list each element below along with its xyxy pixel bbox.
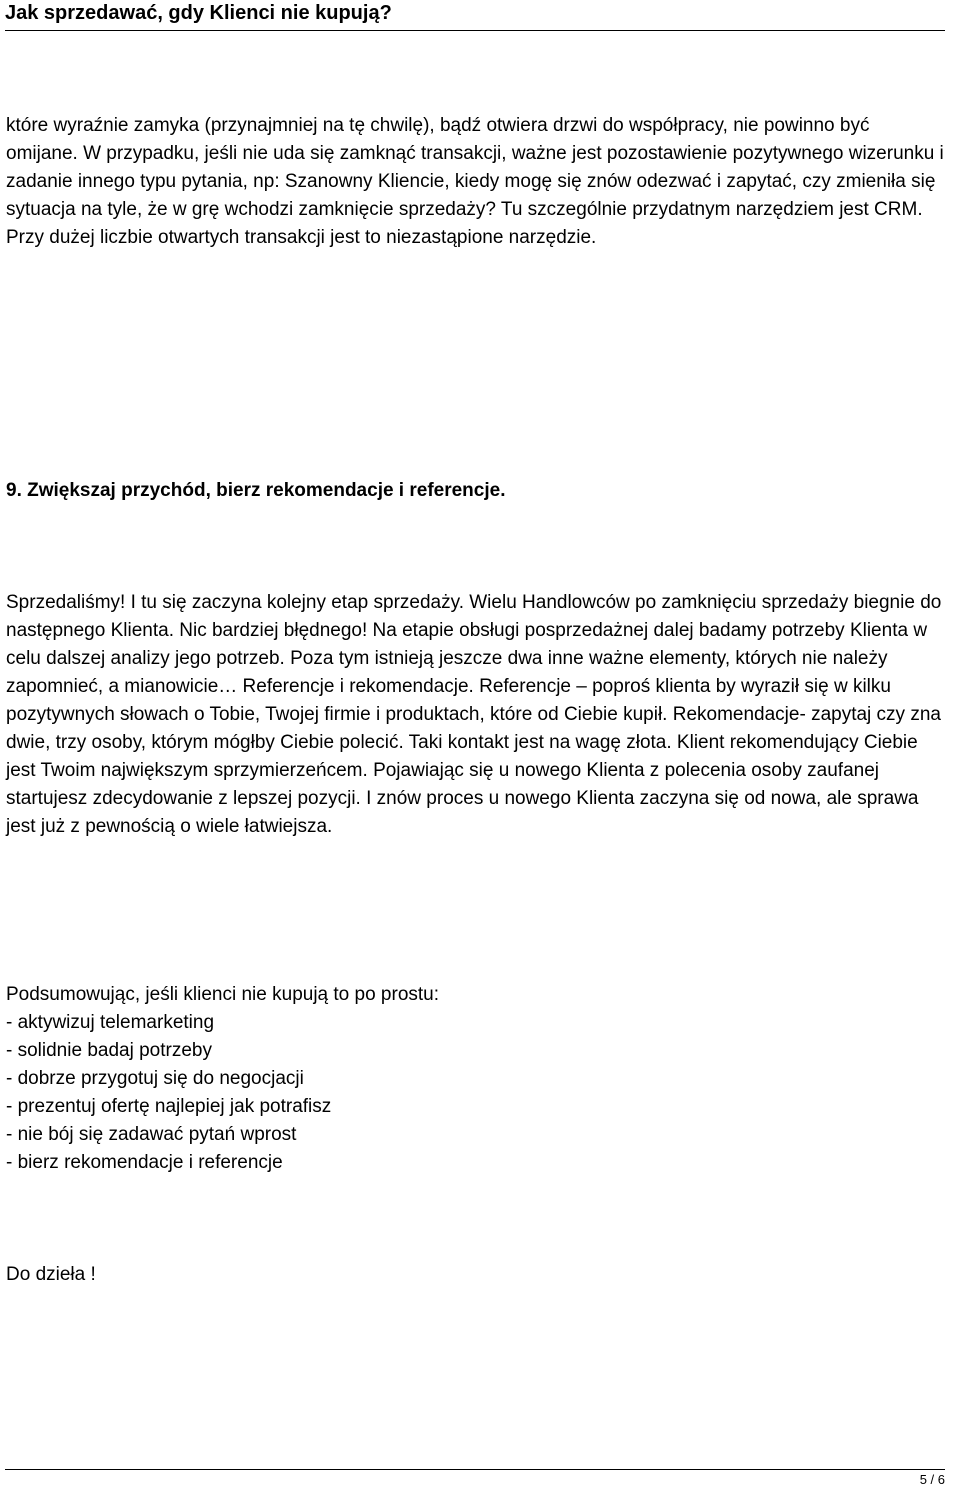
list-item: - prezentuj ofertę najlepiej jak potrafisz xyxy=(6,1096,332,1117)
page-footer xyxy=(5,1469,945,1488)
section-heading: 9. Zwiększaj przychód, bierz rekomendacje i referencje. xyxy=(6,480,506,501)
list-item: - dobrze przygotuj się do negocjacji xyxy=(6,1068,304,1089)
paragraph-1-container xyxy=(6,112,946,252)
paragraph-2-container xyxy=(6,589,946,841)
document-title: Jak sprzedawać, gdy Klienci nie kupują? xyxy=(5,2,392,24)
list-item: - aktywizuj telemarketing xyxy=(6,1012,215,1033)
paragraph-1: które wyraźnie zamyka (przynajmniej na tę chwilę), bądź otwiera drzwi do współpracy, nie powinno być omijane. W przypadku, jeśli nie uda się zamknąć transakcji, ważne jest pozostawienie pozytywnego wizerunku i zadanie innego typu pytania, np: Szanowny Kliencie, kiedy mogę się znów odezwać i zapytać, czy zmieniła się sytuacja na tyle, że w grę wchodzi zamknięcie sprzedaży? Tu szczególnie przydatnym narzędziem jest CRM. Przy dużej liczbie otwartych transakcji jest to niezastąpione narzędzie. xyxy=(6,115,944,248)
closing-text: Do dzieła ! xyxy=(6,1264,96,1285)
list-item: - solidnie badaj potrzeby xyxy=(6,1040,212,1061)
summary-list xyxy=(6,1009,946,1177)
page-number: 5 / 6 xyxy=(919,1472,945,1487)
summary-intro: Podsumowując, jeśli klienci nie kupują to po prostu: xyxy=(6,984,440,1005)
paragraph-2: Sprzedaliśmy! I tu się zaczyna kolejny etap sprzedaży. Wielu Handlowców po zamknięciu sprzedaży biegnie do następnego Klienta. Nic bardziej błędnego! Na etapie obsługi posprzedażnej dalej badamy potrzeby Klienta w celu dalszej analizy jego potrzeb. Poza tym istnieją jeszcze dwa inne ważne elementy, których nie należy zapomnieć, a mianowicie… Referencje i rekomendacje. Referencje – poproś klienta by wyraził się w kilku pozytywnych słowach o Tobie, Twojej firmie i produktach, które od Ciebie kupił. Rekomendacje- zapytaj czy zna dwie, trzy osoby, którym mógłby Ciebie polecić. Taki kontakt jest na wagę złota. Klient rekomendujący Ciebie jest Twoim największym sprzymierzeńcem. Pojawiając się u nowego Klienta z polecenia osoby zaufanej startujesz zdecydowanie z lepszej pozycji. I znów proces u nowego Klienta zaczyna się od nowa, ale sprawa jest już z pewnością o wiele łatwiejsza. xyxy=(6,592,942,837)
list-item: - nie bój się zadawać pytań wprost xyxy=(6,1124,297,1145)
summary-section xyxy=(6,981,946,1177)
list-item: - bierz rekomendacje i referencje xyxy=(6,1152,283,1173)
page-header xyxy=(5,0,945,31)
